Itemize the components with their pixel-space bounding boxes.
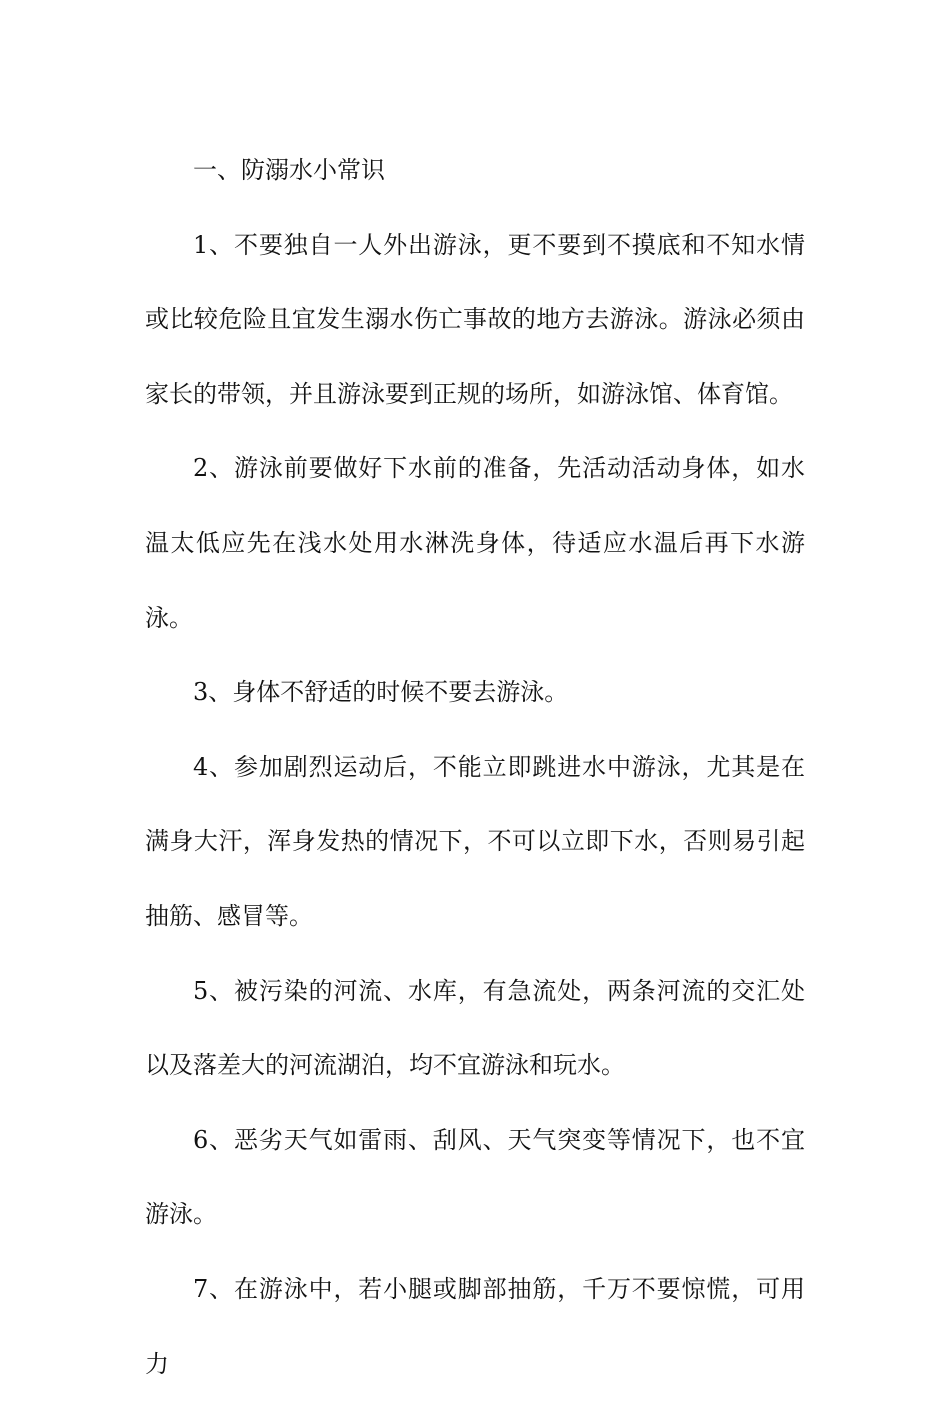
paragraph-5: 5、被污染的河流、水库，有急流处，两条河流的交汇处以及落差大的河流湖泊，均不宜游泳和玩水。 xyxy=(145,976,805,1080)
paragraph-6: 6、恶劣天气如雷雨、刮风、天气突变等情况下，也不宜游泳。 xyxy=(145,1125,805,1229)
document-body xyxy=(145,133,805,1401)
paragraph-7: 7、在游泳中，若小腿或脚部抽筋，千万不要惊慌，可用力 xyxy=(145,1274,805,1378)
paragraph-3: 3、身体不舒适的时候不要去游泳。 xyxy=(193,678,569,707)
section-heading: 一、防溺水小常识 xyxy=(193,156,385,184)
paragraph-1: 1、不要独自一人外出游泳，更不要到不摸底和不知水情或比较危险且宜发生溺水伤亡事故的地方去游泳。游泳必须由家长的带领，并且游泳要到正规的场所，如游泳馆、体育馆。 xyxy=(145,230,805,408)
paragraph-4: 4、参加剧烈运动后，不能立即跳进水中游泳，尤其是在满身大汗，浑身发热的情况下，不可以立即下水，否则易引起抽筋、感冒等。 xyxy=(145,752,805,930)
paragraph-2: 2、游泳前要做好下水前的准备，先活动活动身体，如水温太低应先在浅水处用水淋洗身体，待适应水温后再下水游泳。 xyxy=(145,454,805,632)
